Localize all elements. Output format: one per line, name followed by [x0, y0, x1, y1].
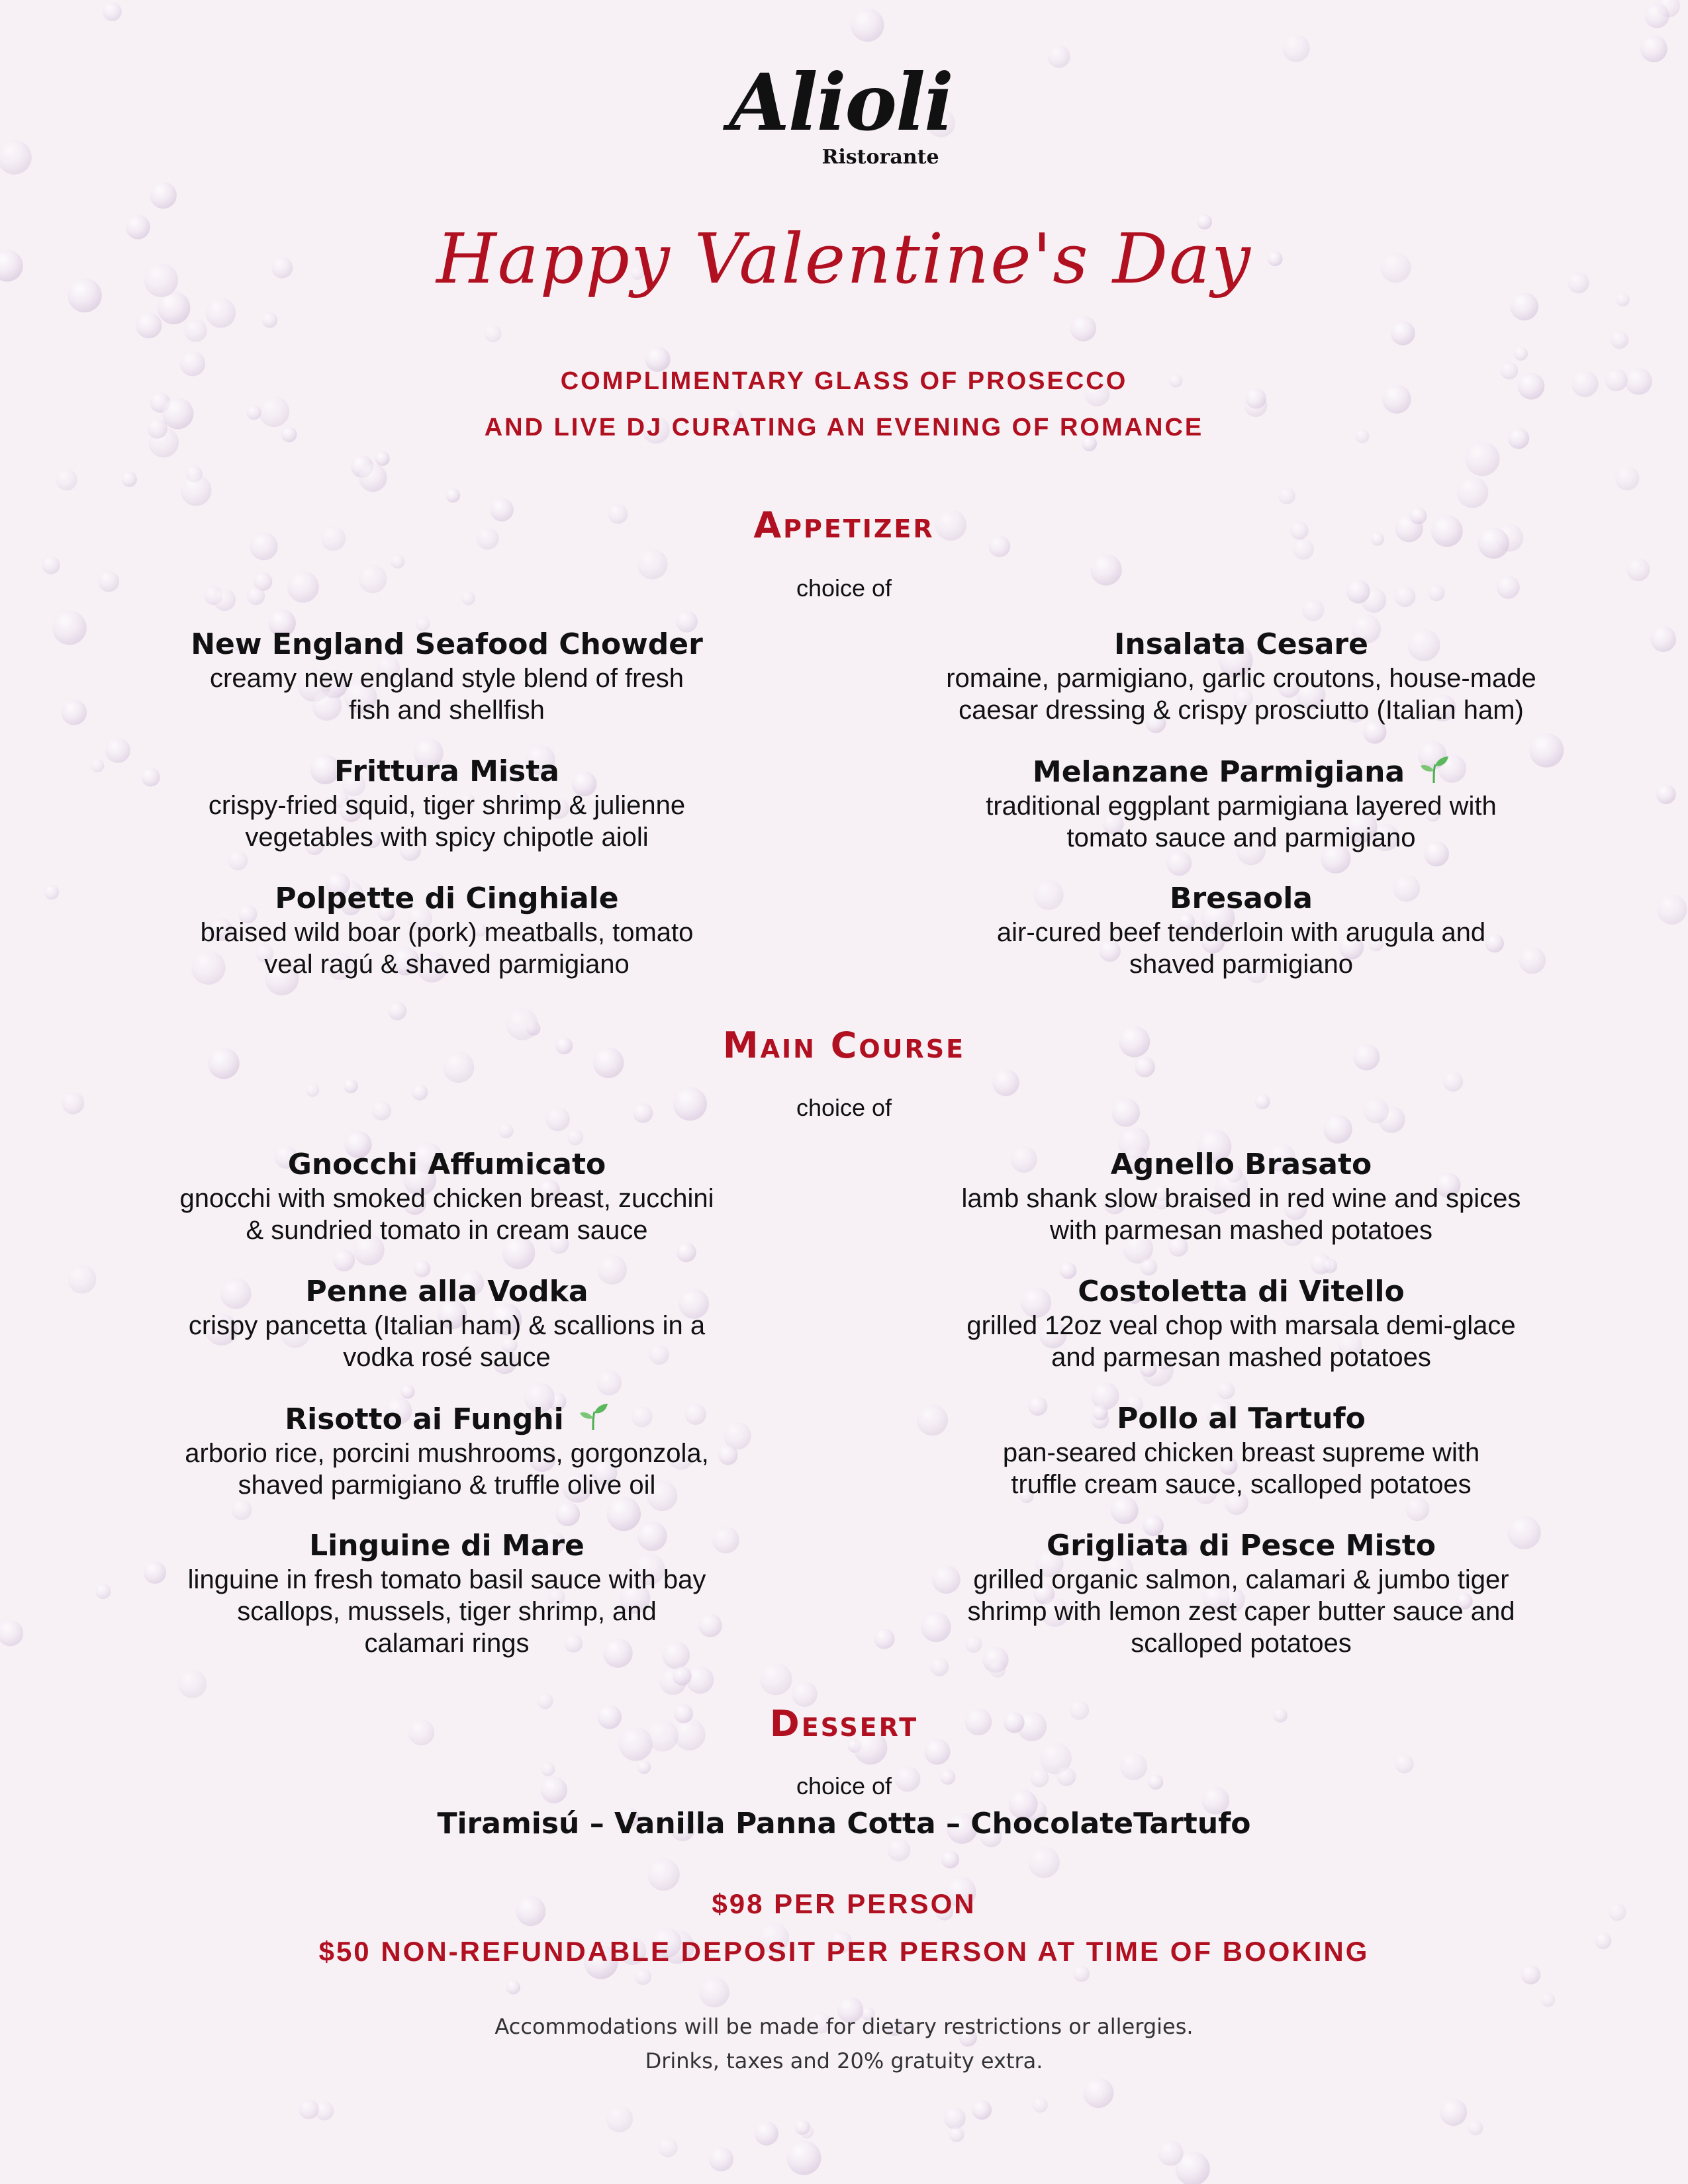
main-course-choice-note: choice of	[796, 1094, 892, 1121]
item-description: and parmesan mashed potatoes	[1051, 1343, 1431, 1372]
dessert-heading: Dessert	[769, 1703, 919, 1745]
item-name-row	[910, 754, 1572, 790]
item-description: crispy-fried squid, tiger shrimp & julienne	[208, 791, 686, 820]
menu-item	[116, 754, 778, 853]
menu-item	[910, 1528, 1572, 1659]
item-description: braised wild boar (pork) meatballs, tomato	[200, 918, 694, 947]
item-description: gnocchi with smoked chicken breast, zucchini	[179, 1184, 714, 1213]
dessert-items: Tiramisú – Vanilla Panna Cotta – ChocolateTartufo	[437, 1807, 1251, 1841]
logo-subtitle: Ristorante	[821, 146, 939, 169]
item-description: grilled organic salmon, calamari & jumbo tiger	[973, 1565, 1509, 1594]
item-description: tomato sauce and parmigiano	[1066, 823, 1416, 852]
menu-item	[116, 881, 778, 980]
menu-item	[910, 627, 1572, 726]
item-description: romaine, parmigiano, garlic croutons, house-made	[946, 664, 1536, 693]
item-name: Costoletta di Vitello	[1078, 1275, 1405, 1308]
item-description: traditional eggplant parmigiana layered with	[986, 792, 1497, 821]
item-description: scalloped potatoes	[1131, 1629, 1352, 1658]
dietary-note: Accommodations will be made for dietary restrictions or allergies.	[494, 2014, 1194, 2039]
item-name: Linguine di Mare	[309, 1529, 585, 1563]
item-description: shaved parmigiano	[1129, 950, 1353, 979]
item-name: Risotto ai Funghi	[285, 1402, 564, 1436]
restaurant-logo	[702, 53, 980, 185]
item-description: shrimp with lemon zest caper butter sauce and	[967, 1597, 1515, 1626]
menu-item	[910, 881, 1572, 980]
page-title: Happy Valentine's Day	[436, 218, 1252, 299]
vegetarian-sprout-icon	[1419, 754, 1450, 784]
item-description: vegetables with spicy chipotle aioli	[245, 823, 649, 852]
menu-item	[910, 1274, 1572, 1373]
item-description: vodka rosé sauce	[343, 1343, 551, 1372]
item-description: creamy new england style blend of fresh	[210, 664, 684, 693]
item-description: scallops, mussels, tiger shrimp, and	[237, 1597, 657, 1626]
appetizer-heading: Appetizer	[753, 504, 935, 546]
item-description: caesar dressing & crispy prosciutto (Italian ham)	[959, 696, 1524, 725]
appetizer-choice-note: choice of	[796, 574, 892, 602]
item-description: crispy pancetta (Italian ham) & scallions in a	[188, 1311, 706, 1340]
dessert-choice-note: choice of	[796, 1772, 892, 1799]
item-name: New England Seafood Chowder	[191, 627, 703, 661]
item-description: linguine in fresh tomato basil sauce with bay	[187, 1565, 706, 1594]
menu-item	[116, 1401, 778, 1501]
item-name: Grigliata di Pesce Misto	[1046, 1529, 1436, 1563]
menu-item	[116, 1274, 778, 1373]
item-description: air-cured beef tenderloin with arugula and	[996, 918, 1486, 947]
item-description: calamari rings	[364, 1629, 530, 1658]
menu-item	[910, 754, 1572, 854]
promo-line-1: COMPLIMENTARY GLASS OF PROSECCO	[560, 367, 1128, 395]
extras-note: Drinks, taxes and 20% gratuity extra.	[645, 2048, 1043, 2073]
item-description: pan-seared chicken breast supreme with	[1002, 1438, 1480, 1467]
price-per-person: $98 PER PERSON	[712, 1888, 976, 1919]
item-name: Agnello Brasato	[1110, 1148, 1372, 1181]
item-name: Melanzane Parmigiana	[1032, 755, 1405, 789]
item-name: Bresaola	[1170, 882, 1313, 915]
menu-item	[910, 1401, 1572, 1500]
deposit-note: $50 NON-REFUNDABLE DEPOSIT PER PERSON AT TIME OF BOOKING	[318, 1936, 1370, 1967]
item-description: lamb shank slow braised in red wine and spices	[961, 1184, 1521, 1213]
item-description: veal ragú & shaved parmigiano	[264, 950, 630, 979]
menu-item	[116, 1147, 778, 1246]
item-description: with parmesan mashed potatoes	[1049, 1216, 1433, 1245]
menu-item	[910, 1147, 1572, 1246]
item-name: Frittura Mista	[334, 754, 559, 788]
item-name: Polpette di Cinghiale	[275, 882, 619, 915]
promo-line-2: AND LIVE DJ CURATING AN EVENING OF ROMANCE	[484, 414, 1204, 441]
logo-wordmark: Alioli	[729, 56, 953, 148]
item-description: fish and shellfish	[349, 696, 545, 725]
item-name: Insalata Cesare	[1114, 627, 1368, 661]
menu-item	[116, 1528, 778, 1659]
item-description: grilled 12oz veal chop with marsala demi-glace	[966, 1311, 1516, 1340]
vegetarian-sprout-icon	[579, 1401, 609, 1432]
main-course-heading: Main Course	[722, 1024, 966, 1066]
item-description: & sundried tomato in cream sauce	[246, 1216, 648, 1245]
item-description: truffle cream sauce, scalloped potatoes	[1011, 1470, 1472, 1499]
item-name-row	[116, 1401, 778, 1437]
item-name: Penne alla Vodka	[305, 1275, 588, 1308]
item-name: Gnocchi Affumicato	[287, 1148, 606, 1181]
menu-item	[116, 627, 778, 726]
item-description: shaved parmigiano & truffle olive oil	[238, 1471, 656, 1500]
item-description: arborio rice, porcini mushrooms, gorgonzola,	[185, 1439, 709, 1468]
item-name: Pollo al Tartufo	[1117, 1402, 1366, 1435]
